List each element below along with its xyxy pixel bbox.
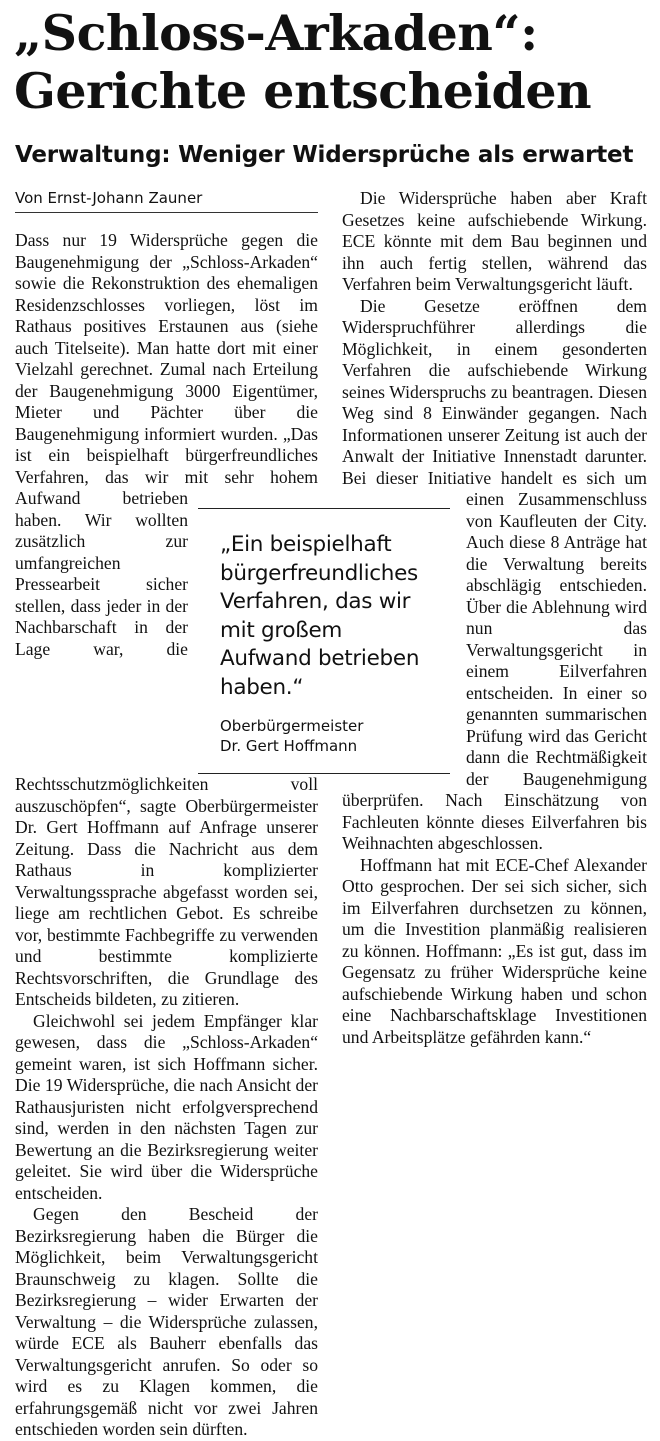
article-paragraph-1: Dass nur 19 Widersprüche gegen die Baugenehmigung der „Schloss-Arkaden“ sowie die Rekonstruktion des ehemaligen Residenzschlosses vorliegen, löst im Rathaus positives Erstaunen aus (siehe auch Titelseite). Man hatte dort mit einer Vielzahl gerechnet. Zumal nach Erteilung der Baugenehmigung 3000 Eigentümer, Mieter und Pächter über die Baugenehmigung informiert wurden. „Das ist ein beispielhaft bürgerfreundliches Verfahren, das wir mit sehr hohem Aufwand betrieben haben. Wir wollten zusätzlich zur umfangreichen Pressearbeit sicher stellen, dass jeder in der Nachbarschaft in der Lage war, die Rechtsschutzmöglichkeiten voll auszuschöpfen“, sagte Oberbürgermeister Dr. Gert Hoffmann auf Anfrage unserer Zeitung. Dass die Nachricht aus dem Rathaus in komplizierter Verwaltungssprache abgefasst worden sei, liege am rechtlichen Gebot. Es schreibe vor, bestimmte Fachbegriffe zu verwenden und bestimmte komplizierte Rechtsvorschriften, die Grundlage des Entscheids bildeten, zu zitieren. — [15, 230, 318, 1009]
article-paragraph-4: Die Widersprüche haben aber Kraft Gesetzes keine aufschiebende Wirkung. ECE könnte mit dem Bau beginnen und ihn auch fertig stellen, während das Verfahren beim Verwaltungsgericht läuft. — [342, 188, 647, 294]
article-paragraph-5: Die Gesetze eröffnen dem Widerspruchführer allerdings die Möglichkeit, in einem gesonderten Verfahren die aufschiebende Wirkung seines Widerspruchs zu beantragen. Diesen Weg sind 8 Einwänder gegangen. Nach Informationen unserer Zeitung ist auch der Anwalt der Initiative Innenstadt darunter. Bei dieser Initiative handelt es sich um einen Zusammenschluss von Kaufleuten der City. Auch diese 8 Anträge hat die Verwaltung bereits abschlägig entschieden. Über die Ablehnung wird nun das Verwaltungsgericht in einem Eilverfahren entscheiden. In einer so genannten summarischen Prüfung wird das Gericht dann die Rechtmäßigkeit der Baugenehmigung überprüfen. Nach Einschätzung von Fachleuten könnte dieses Eilverfahren bis Weihnachten abgeschlossen. — [342, 295, 647, 853]
pull-quote-author-name: Dr. Gert Hoffmann — [220, 737, 358, 755]
pull-quote-author-title: Oberbürgermeister — [220, 717, 364, 735]
subheadline: Verwaltung: Weniger Widersprüche als erwartet — [15, 142, 634, 168]
article-column-left — [15, 230, 318, 1441]
byline: Von Ernst-Johann Zauner — [15, 188, 318, 213]
article-paragraph-3: Gegen den Bescheid der Bezirksregierung haben die Bürger die Möglichkeit, beim Verwaltungsgericht Braunschweig zu klagen. Sollte die Bezirksregierung – wider Erwarten der Verwaltung – die Widersprüche zulassen, würde ECE als Bauherr ebenfalls das Verwaltungsgericht anrufen. So oder so wird es zu Klagen kommen, die erfahrungsgemäß nicht vor zwei Jahren entschieden worden sein dürften. — [15, 1204, 318, 1439]
pull-quote — [198, 508, 450, 774]
pull-quote-author — [220, 716, 438, 756]
headline: „Schloss-Arkaden“: Gerichte entscheiden — [14, 4, 592, 120]
pull-quote-text: „Ein beispielhaft bürgerfreundliches Verfahren, das wir mit großem Aufwand betrieben haben.“ — [220, 532, 420, 700]
article-paragraph-6: Hoffmann hat mit ECE-Chef Alexander Otto gesprochen. Der sei sich sicher, sich im Eilverfahren durchsetzen zu können, um die Investition planmäßig realisieren zu können. Hoffmann: „Es ist gut, dass im Gegensatz zu früher Widersprüche keine aufschiebende Wirkung haben und schon eine Nachbarschaftsklage Investitionen und Arbeitsplätze gefährden kann.“ — [342, 854, 647, 1047]
article-paragraph-2: Gleichwohl sei jedem Empfänger klar gewesen, dass die „Schloss-Arkaden“ gemeint waren, ist sich Hoffmann sicher. Die 19 Widersprüche, die nach Ansicht der Rathausjuristen nicht erfolgversprechend sind, werden in den nächsten Tagen zur Bewertung an die Bezirksregierung weiter geleitet. Sie wird über die Widersprüche entscheiden. — [15, 1010, 318, 1203]
